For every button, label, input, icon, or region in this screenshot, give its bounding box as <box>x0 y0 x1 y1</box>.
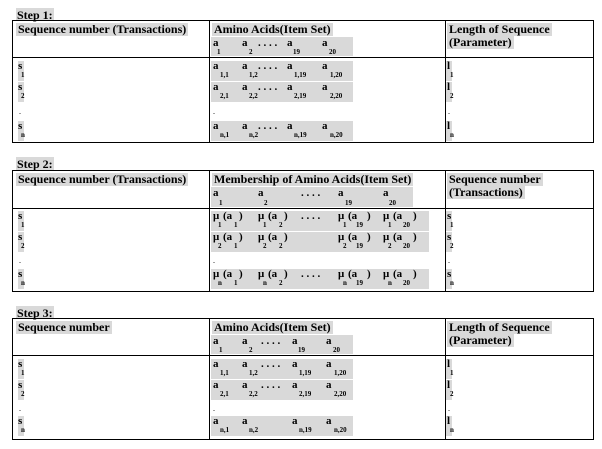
ellipsis-dots: . . . . <box>301 187 321 199</box>
length-subscript: 2 <box>450 390 454 398</box>
mu-symbol: μ <box>383 210 390 222</box>
open-paren: (a <box>348 231 358 243</box>
item-symbol: a <box>322 60 328 72</box>
vertical-ellipsis: . <box>19 404 21 413</box>
vertical-ellipsis: . <box>19 256 21 265</box>
item-subscript: n,19 <box>294 131 307 139</box>
item-symbol: a <box>292 335 298 347</box>
item-subscript: 19 <box>356 221 363 229</box>
step1-header-amino-acids: Amino Acids(Item Set) <box>214 22 331 36</box>
row-subscript: n <box>263 279 267 287</box>
close-paren: ) <box>367 231 371 243</box>
item-symbol: a <box>326 335 332 347</box>
item-symbol: a <box>338 187 344 199</box>
vertical-ellipsis: . <box>448 404 450 413</box>
row-subscript: 2 <box>263 242 267 250</box>
length-subscript: n <box>450 426 454 434</box>
ellipsis-dots: . . . . <box>261 379 281 391</box>
item-symbol: a <box>213 120 219 132</box>
sequence-subscript: n <box>21 426 25 434</box>
length-symbol: l <box>447 415 451 427</box>
close-paren: ) <box>284 268 288 280</box>
step3-header-length: Length of Sequence <box>449 320 550 334</box>
sequence-symbol: s <box>447 231 452 243</box>
length-symbol: l <box>447 81 451 93</box>
item-subscript: 2,1 <box>220 92 229 100</box>
item-symbol: a <box>242 358 248 370</box>
close-paren: ) <box>239 210 243 222</box>
mu-symbol: μ <box>383 268 390 280</box>
item-subscript: 1 <box>234 279 238 287</box>
length-subscript: 2 <box>450 92 454 100</box>
mu-symbol: μ <box>383 231 390 243</box>
item-subscript: 2,20 <box>334 390 347 398</box>
step3-header-parameter: (Parameter) <box>449 333 512 347</box>
mu-symbol: μ <box>258 268 265 280</box>
item-symbol: a <box>242 37 248 49</box>
vertical-ellipsis: . <box>213 256 215 265</box>
row-subscript: 1 <box>343 221 347 229</box>
header-divider <box>13 355 593 356</box>
sequence-symbol: s <box>18 358 23 370</box>
row-subscript: 2 <box>343 242 347 250</box>
item-subscript: 2,1 <box>220 390 229 398</box>
item-subscript: 2,19 <box>299 390 312 398</box>
item-symbol: a <box>383 187 389 199</box>
item-symbol: a <box>326 358 332 370</box>
open-paren: (a <box>223 231 233 243</box>
sequence-subscript: n <box>21 279 25 287</box>
item-symbol: a <box>213 415 219 427</box>
item-subscript: 2,2 <box>249 390 258 398</box>
row-subscript: 2 <box>218 242 222 250</box>
step3-label: Step 3: <box>17 306 53 320</box>
row-subscript: 1 <box>263 221 267 229</box>
item-subscript: 2 <box>249 48 253 56</box>
step3-header-amino-acids: Amino Acids(Item Set) <box>214 320 331 334</box>
ellipsis-dots: . . . . <box>261 335 281 347</box>
item-subscript: 1,20 <box>330 71 343 79</box>
item-subscript: 2 <box>249 346 253 354</box>
row-subscript: 1 <box>218 221 222 229</box>
item-subscript: n,1 <box>220 426 230 434</box>
item-symbol: a <box>326 415 332 427</box>
item-subscript: 19 <box>293 48 300 56</box>
item-subscript: 19 <box>356 242 363 250</box>
close-paren: ) <box>284 231 288 243</box>
close-paren: ) <box>413 268 417 280</box>
item-symbol: a <box>213 335 219 347</box>
sequence-subscript: 2 <box>450 242 454 250</box>
item-subscript: 2 <box>279 242 283 250</box>
close-paren: ) <box>239 231 243 243</box>
step3-header-sequence-number: Sequence number <box>18 320 110 334</box>
sequence-subscript: 2 <box>21 92 25 100</box>
item-symbol: a <box>242 379 248 391</box>
mu-symbol: μ <box>213 210 220 222</box>
open-paren: (a <box>393 210 403 222</box>
item-symbol: a <box>213 37 219 49</box>
item-symbol: a <box>213 379 219 391</box>
sequence-subscript: 1 <box>21 71 25 79</box>
item-subscript: 2 <box>279 221 283 229</box>
item-subscript: 2 <box>264 199 268 207</box>
ellipsis-dots: . . . . <box>258 60 278 72</box>
mu-symbol: μ <box>213 268 220 280</box>
step2-header-sequence-number-right: Sequence number <box>449 172 541 186</box>
ellipsis-dots: . . . . <box>258 120 278 132</box>
length-subscript: n <box>450 131 454 139</box>
item-symbol: a <box>242 60 248 72</box>
item-symbol: a <box>326 379 332 391</box>
item-subscript: 20 <box>389 199 396 207</box>
item-symbol: a <box>242 335 248 347</box>
item-subscript: 2,19 <box>294 92 307 100</box>
vertical-ellipsis: . <box>448 107 450 116</box>
step1-table <box>12 20 594 143</box>
item-subscript: n,19 <box>299 426 312 434</box>
sequence-subscript: 1 <box>21 221 25 229</box>
item-symbol: a <box>292 415 298 427</box>
open-paren: (a <box>268 210 278 222</box>
close-paren: ) <box>284 210 288 222</box>
item-symbol: a <box>287 81 293 93</box>
item-symbol: a <box>213 60 219 72</box>
mu-symbol: μ <box>338 231 345 243</box>
ellipsis-dots: . . . . <box>301 268 321 280</box>
sequence-subscript: n <box>21 131 25 139</box>
item-subscript: 19 <box>298 346 305 354</box>
item-symbol: a <box>242 120 248 132</box>
sequence-subscript: 1 <box>21 369 25 377</box>
ellipsis-dots: . . . . <box>258 81 278 93</box>
mu-symbol: μ <box>213 231 220 243</box>
item-symbol: a <box>292 358 298 370</box>
open-paren: (a <box>223 210 233 222</box>
vertical-ellipsis: . <box>448 256 450 265</box>
item-symbol: a <box>258 187 264 199</box>
sequence-symbol: s <box>447 268 452 280</box>
item-subscript: 1 <box>217 48 221 56</box>
step2-header-transactions: (Transactions) <box>449 185 523 199</box>
item-subscript: 1 <box>234 242 238 250</box>
length-subscript: 1 <box>450 71 454 79</box>
length-symbol: l <box>447 120 451 132</box>
length-symbol: l <box>447 358 451 370</box>
close-paren: ) <box>367 210 371 222</box>
step2-table <box>12 170 594 292</box>
item-subscript: 19 <box>345 199 352 207</box>
close-paren: ) <box>413 210 417 222</box>
item-subscript: 1 <box>234 221 238 229</box>
length-symbol: l <box>447 379 451 391</box>
length-symbol: l <box>447 60 451 72</box>
mu-symbol: μ <box>258 210 265 222</box>
step1-header-parameter: (Parameter) <box>449 35 512 49</box>
item-symbol: a <box>292 379 298 391</box>
item-subscript: 20 <box>329 48 336 56</box>
sequence-symbol: s <box>18 268 23 280</box>
mu-symbol: μ <box>258 231 265 243</box>
open-paren: (a <box>268 268 278 280</box>
item-subscript: 2,20 <box>330 92 343 100</box>
item-subscript: 1 <box>219 199 223 207</box>
step2-header-sequence-number: Sequence number (Transactions) <box>18 172 187 186</box>
item-symbol: a <box>322 37 328 49</box>
item-subscript: n,20 <box>330 131 343 139</box>
vertical-ellipsis: . <box>19 107 21 116</box>
sequence-subscript: n <box>450 279 454 287</box>
column-divider <box>209 319 210 439</box>
close-paren: ) <box>413 231 417 243</box>
step1-header-sequence-number: Sequence number (Transactions) <box>18 22 187 36</box>
item-symbol: a <box>213 187 219 199</box>
sequence-symbol: s <box>18 379 23 391</box>
column-divider <box>209 171 210 291</box>
column-divider <box>209 21 210 142</box>
item-subscript: 1,19 <box>299 369 312 377</box>
item-symbol: a <box>213 358 219 370</box>
item-subscript: n,1 <box>220 131 230 139</box>
open-paren: (a <box>268 231 278 243</box>
sequence-symbol: s <box>18 120 23 132</box>
sequence-subscript: 2 <box>21 242 25 250</box>
item-symbol: a <box>287 37 293 49</box>
item-subscript: 19 <box>356 279 363 287</box>
sequence-symbol: s <box>18 210 23 222</box>
item-subscript: 2 <box>279 279 283 287</box>
item-subscript: 1,20 <box>334 369 347 377</box>
row-subscript: n <box>218 279 222 287</box>
item-subscript: 20 <box>403 279 410 287</box>
item-subscript: n,20 <box>334 426 347 434</box>
open-paren: (a <box>348 268 358 280</box>
item-symbol: a <box>322 81 328 93</box>
sequence-symbol: s <box>18 81 23 93</box>
step2-header-membership: Membership of Amino Acids(Item Set) <box>214 172 412 186</box>
header-divider <box>13 57 593 58</box>
step2-label: Step 2: <box>17 157 53 171</box>
item-subscript: 20 <box>333 346 340 354</box>
row-subscript: n <box>343 279 347 287</box>
step1-label: Step 1: <box>17 8 53 22</box>
ellipsis-dots: . . . . <box>261 358 281 370</box>
vertical-ellipsis: . <box>213 404 215 413</box>
row-subscript: n <box>388 279 392 287</box>
sequence-symbol: s <box>18 231 23 243</box>
open-paren: (a <box>393 268 403 280</box>
item-subscript: 20 <box>403 242 410 250</box>
mu-symbol: μ <box>338 210 345 222</box>
open-paren: (a <box>348 210 358 222</box>
vertical-ellipsis: . <box>213 107 215 116</box>
step1-header-length: Length of Sequence <box>449 22 550 36</box>
item-symbol: a <box>322 120 328 132</box>
item-subscript: n,2 <box>249 426 259 434</box>
item-subscript: 1,19 <box>294 71 307 79</box>
ellipsis-dots: . . . . <box>301 210 321 222</box>
item-subscript: 2,2 <box>249 92 258 100</box>
item-subscript: 1,1 <box>220 369 229 377</box>
row-subscript: 1 <box>388 221 392 229</box>
close-paren: ) <box>367 268 371 280</box>
item-symbol: a <box>242 81 248 93</box>
ellipsis-dots: . . . . <box>258 37 278 49</box>
close-paren: ) <box>239 268 243 280</box>
item-symbol: a <box>287 60 293 72</box>
open-paren: (a <box>393 231 403 243</box>
header-divider <box>13 208 593 209</box>
item-subscript: 1,2 <box>249 369 258 377</box>
item-subscript: 1 <box>219 346 223 354</box>
length-subscript: 1 <box>450 369 454 377</box>
sequence-subscript: 1 <box>450 221 454 229</box>
step3-table <box>12 318 594 440</box>
open-paren: (a <box>223 268 233 280</box>
item-symbol: a <box>287 120 293 132</box>
sequence-subscript: 2 <box>21 390 25 398</box>
sequence-symbol: s <box>18 415 23 427</box>
mu-symbol: μ <box>338 268 345 280</box>
sequence-symbol: s <box>447 210 452 222</box>
item-symbol: a <box>213 81 219 93</box>
item-subscript: n,2 <box>249 131 259 139</box>
sequence-symbol: s <box>18 60 23 72</box>
item-symbol: a <box>242 415 248 427</box>
item-subscript: 1,1 <box>220 71 229 79</box>
row-subscript: 2 <box>388 242 392 250</box>
item-subscript: 20 <box>403 221 410 229</box>
item-subscript: 1,2 <box>249 71 258 79</box>
